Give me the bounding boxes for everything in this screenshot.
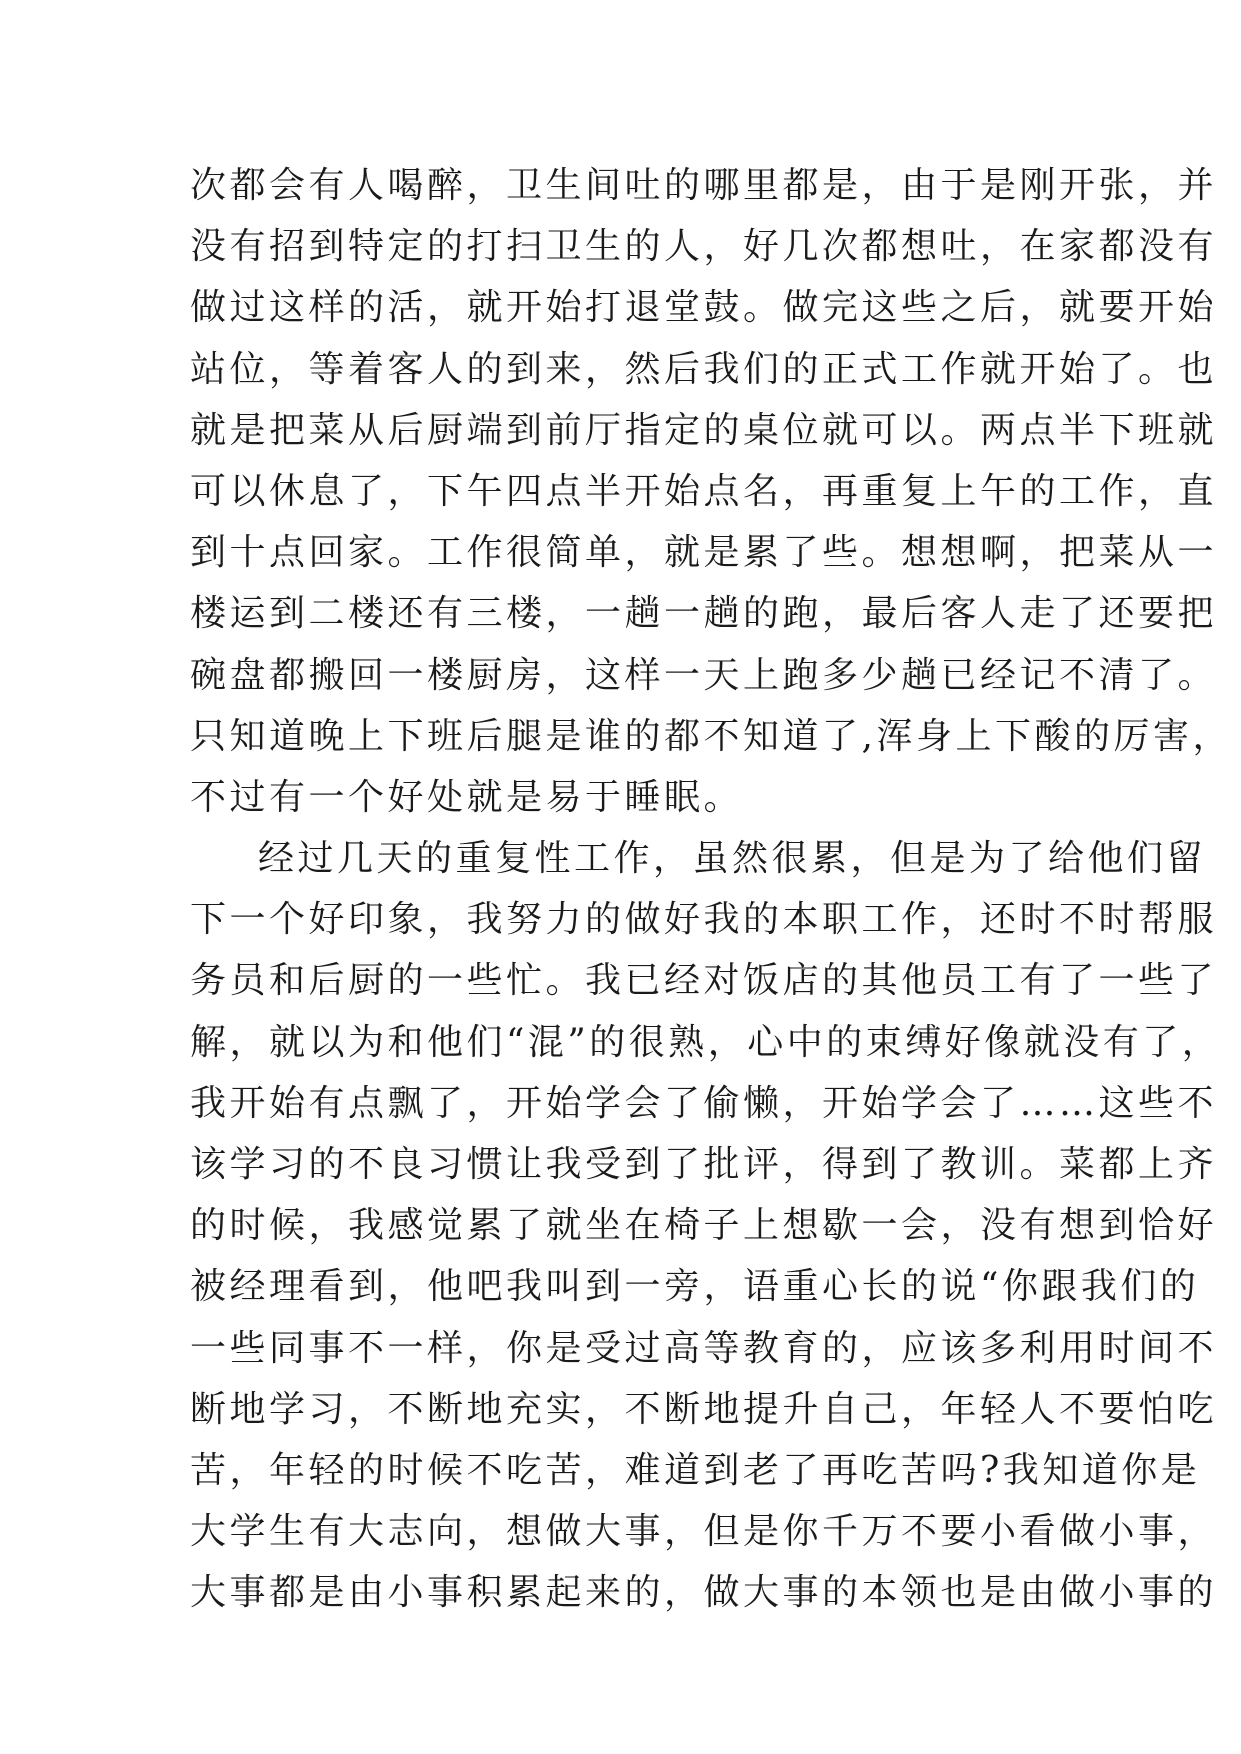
- text-line-10: 只知道晚上下班后腿是谁的都不知道了,浑身上下酸的厉害，: [190, 715, 1232, 757]
- paragraph-2-first-line: 经过几天的重复性工作，虽然很累，但是为了给他们留: [258, 838, 1207, 880]
- text-line-5: 就是把菜从后厨端到前厅指定的桌位就可以。两点半下班就: [190, 409, 1218, 451]
- text-line-20: 一些同事不一样，你是受过高等教育的，应该多利用时间不: [190, 1327, 1218, 1369]
- text-line-8: 楼运到二楼还有三楼，一趟一趟的跑，最后客人走了还要把: [190, 593, 1218, 635]
- text-line-24: 大事都是由小事积累起来的，做大事的本领也是由做小事的: [190, 1572, 1218, 1614]
- text-line-23: 大学生有大志向，想做大事，但是你千万不要小看做小事，: [190, 1511, 1218, 1553]
- body-text: [190, 155, 1232, 1624]
- text-line-2: 没有招到特定的打扫卫生的人，好几次都想吐，在家都没有: [190, 226, 1218, 268]
- text-line-15: 解，就以为和他们“混”的很熟，心中的束缚好像就没有了，: [190, 1021, 1222, 1063]
- text-line-21: 断地学习，不断地充实，不断地提升自己，年轻人不要怕吃: [190, 1388, 1218, 1430]
- text-line-19: 被经理看到，他吧我叫到一旁，语重心长的说“你跟我们的: [190, 1266, 1200, 1308]
- text-line-17: 该学习的不良习惯让我受到了批评，得到了教训。菜都上齐: [190, 1144, 1218, 1185]
- text-line-9: 碗盘都搬回一楼厨房，这样一天上跑多少趟已经记不清了。: [190, 654, 1218, 696]
- text-line-7: 到十点回家。工作很简单，就是累了些。想想啊，把菜从一: [190, 532, 1218, 574]
- text-line-16: 我开始有点飘了，开始学会了偷懒，开始学会了……这些不: [190, 1082, 1218, 1124]
- text-line-6: 可以休息了，下午四点半开始点名，再重复上午的工作，直: [190, 470, 1218, 512]
- text-line-4: 站位，等着客人的到来，然后我们的正式工作就开始了。也: [190, 348, 1218, 390]
- text-line-22: 苦，年轻的时候不吃苦，难道到老了再吃苦吗?我知道你是: [190, 1449, 1201, 1491]
- text-line-11: 不过有一个好处就是易于睡眠。: [190, 776, 744, 818]
- text-line-14: 务员和后厨的一些忙。我已经对饭店的其他员工有了一些了: [190, 960, 1218, 1002]
- text-line-18: 的时候，我感觉累了就坐在椅子上想歇一会，没有想到恰好: [190, 1205, 1218, 1247]
- text-line-3: 做过这样的活，就开始打退堂鼓。做完这些之后，就要开始: [190, 287, 1218, 329]
- text-line-13: 下一个好印象，我努力的做好我的本职工作，还时不时帮服: [190, 899, 1218, 941]
- text-line-1: 次都会有人喝醉，卫生间吐的哪里都是，由于是刚开张，并: [190, 165, 1218, 206]
